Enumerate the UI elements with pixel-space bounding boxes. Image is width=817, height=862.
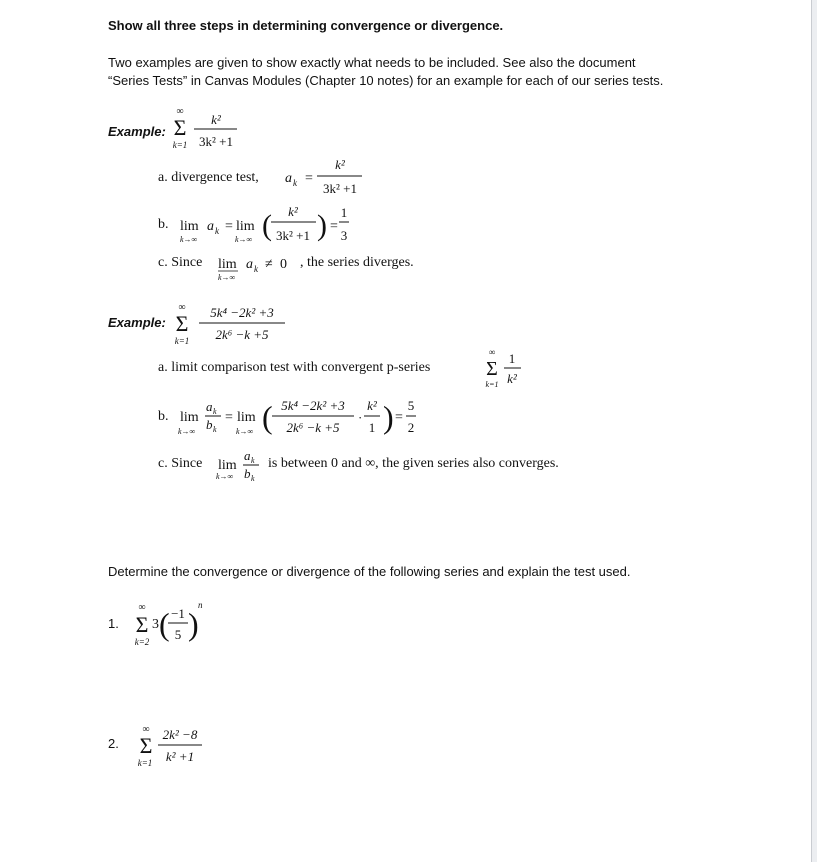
svg-text:∞: ∞ — [138, 602, 146, 613]
svg-text:1: 1 — [368, 420, 376, 435]
svg-text:): ) — [383, 399, 394, 435]
svg-text:5k⁴ −2k² +3: 5k⁴ −2k² +3 — [281, 398, 345, 413]
svg-text:=: = — [305, 171, 313, 186]
svg-text:3k² +1: 3k² +1 — [323, 181, 357, 196]
problem-2-series — [132, 722, 222, 772]
svg-text:k→∞: k→∞ — [216, 472, 234, 481]
svg-text:∞: ∞ — [178, 302, 186, 313]
svg-text:lim: lim — [237, 410, 256, 425]
svg-text:k→∞: k→∞ — [236, 427, 254, 436]
svg-text:(: ( — [262, 209, 272, 242]
problem-1-exponent: n — [198, 600, 203, 610]
svg-text:1: 1 — [340, 205, 348, 220]
svg-text:∞: ∞ — [488, 347, 496, 357]
svg-text:Σ: Σ — [175, 311, 189, 336]
sigma-symbol: Σ — [173, 115, 187, 140]
ex2-step-a-text: a. limit comparison test with convergent p-series — [158, 360, 431, 375]
problem-2-denominator: k² +1 — [165, 749, 195, 764]
svg-text:Σ: Σ — [135, 612, 149, 637]
svg-text:lim: lim — [218, 257, 237, 272]
example-2-label: Example: — [108, 315, 166, 330]
ex2-step-b-label: b. — [158, 409, 169, 424]
svg-text:k: k — [251, 474, 255, 483]
ex2-numerator: 5k⁴ −2k² +3 — [210, 305, 274, 320]
svg-text:0: 0 — [280, 257, 287, 272]
sum-upper-limit: ∞ — [176, 106, 184, 117]
svg-text:k: k — [215, 226, 219, 236]
svg-text:k²: k² — [335, 157, 345, 172]
svg-text:a: a — [246, 257, 253, 272]
intro-line-2: “Series Tests” in Canvas Modules (Chapter 10 notes) for an example for each of our series tests. — [108, 73, 664, 88]
svg-text:=: = — [330, 219, 338, 234]
svg-text:a: a — [207, 219, 214, 234]
svg-text:Σ: Σ — [139, 733, 153, 758]
window-right-edge — [811, 0, 817, 862]
svg-text:5: 5 — [407, 398, 415, 413]
problem-2-number: 2. — [108, 736, 119, 751]
svg-text:≠: ≠ — [265, 257, 273, 272]
svg-text:Σ: Σ — [486, 358, 498, 380]
svg-text:(: ( — [159, 606, 170, 642]
ex1-denominator: 3k² +1 — [199, 134, 233, 149]
problem-1-numerator: −1 — [171, 606, 185, 621]
svg-text:k²: k² — [367, 398, 377, 413]
svg-text:b: b — [244, 466, 251, 481]
svg-text:): ) — [317, 209, 327, 242]
svg-text:k=1: k=1 — [485, 380, 499, 389]
ex1-step-c-suffix: , the series diverges. — [300, 255, 414, 270]
svg-text:=: = — [225, 410, 233, 425]
ex2-step-b-expr — [178, 392, 428, 442]
ex1-step-a-expr — [283, 152, 373, 202]
svg-text:2k⁶ −k +5: 2k⁶ −k +5 — [286, 420, 340, 435]
svg-text:3k² +1: 3k² +1 — [276, 228, 310, 243]
ex2-denominator: 2k⁶ −k +5 — [215, 327, 269, 342]
page-heading: Show all three steps in determining convergence or divergence. — [108, 18, 504, 33]
svg-text:k: k — [254, 264, 258, 274]
svg-text:b: b — [206, 417, 213, 432]
svg-text:a: a — [244, 448, 251, 463]
ex1-step-b-label: b. — [158, 217, 169, 232]
ex1-step-c-prefix: c. Since — [158, 255, 203, 270]
problem-1-number: 1. — [108, 616, 119, 631]
problem-2-numerator: 2k² −8 — [162, 727, 198, 742]
svg-text:lim: lim — [236, 219, 255, 234]
svg-text:lim: lim — [180, 410, 199, 425]
svg-text:k→∞: k→∞ — [180, 235, 198, 244]
svg-text:k=2: k=2 — [134, 637, 150, 647]
example-1-label: Example: — [108, 124, 166, 139]
ex2-p-series — [482, 346, 532, 392]
ex1-numerator: k² — [211, 112, 221, 127]
svg-text:(: ( — [262, 399, 273, 435]
svg-text:k²: k² — [507, 371, 517, 386]
svg-text:k→∞: k→∞ — [235, 235, 253, 244]
svg-text:k: k — [293, 178, 297, 188]
svg-text:): ) — [188, 606, 199, 642]
svg-text:a: a — [206, 399, 213, 414]
svg-text:k→∞: k→∞ — [218, 273, 236, 282]
svg-text:lim: lim — [180, 219, 199, 234]
svg-text:∞: ∞ — [142, 724, 150, 735]
svg-text:a: a — [285, 171, 292, 186]
example-1-series — [170, 104, 250, 154]
example-2-series — [172, 300, 292, 350]
svg-text:=: = — [225, 219, 233, 234]
ex2-step-c-prefix: c. Since — [158, 456, 203, 471]
problem-1-coefficient: 3 — [152, 617, 159, 632]
svg-text:k=1: k=1 — [137, 758, 153, 768]
intro-line-1: Two examples are given to show exactly what needs to be included. See also the document — [108, 55, 636, 70]
svg-text:k: k — [251, 456, 255, 465]
svg-text:3: 3 — [340, 228, 348, 243]
svg-text:k→∞: k→∞ — [178, 427, 196, 436]
svg-text:k²: k² — [288, 204, 298, 219]
svg-text:k: k — [213, 407, 217, 416]
svg-text:k: k — [213, 425, 217, 434]
ex1-step-a-text: a. divergence test, — [158, 170, 259, 185]
svg-text:1: 1 — [508, 351, 516, 366]
svg-text:k=1: k=1 — [174, 336, 190, 346]
problem-1-denominator: 5 — [174, 627, 182, 642]
ex2-step-c-expr — [216, 446, 270, 488]
ex2-step-c-suffix: is between 0 and ∞, the given series also converges. — [268, 456, 559, 471]
svg-text:=: = — [395, 410, 403, 425]
ex1-step-b-expr — [178, 200, 368, 248]
svg-text:2: 2 — [407, 420, 415, 435]
sum-lower-limit: k=1 — [172, 140, 188, 150]
svg-text:·: · — [358, 410, 363, 425]
problem-1-series — [132, 598, 222, 650]
svg-text:lim: lim — [218, 458, 237, 473]
instruction-text: Determine the convergence or divergence of the following series and explain the test used. — [108, 564, 631, 579]
